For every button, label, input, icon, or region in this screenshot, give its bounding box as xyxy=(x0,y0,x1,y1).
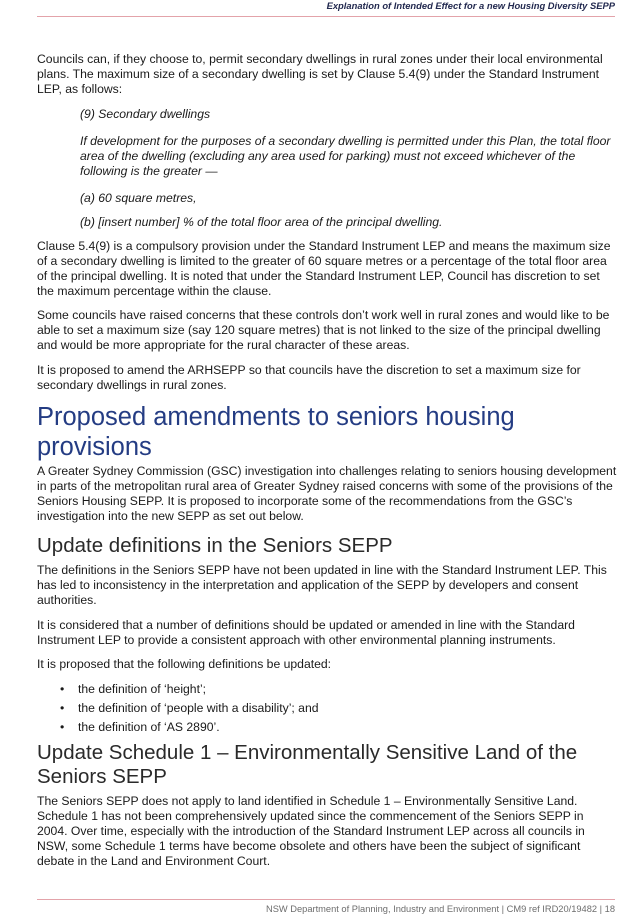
paragraph-definitions-intro: It is proposed that the following definitions be updated: xyxy=(37,657,332,672)
bullet-icon: • xyxy=(60,700,65,715)
paragraph-definitions-outdated: The definitions in the Seniors SEPP have not been updated in line with the Standard Instrument LEP. This has led to inconsistency in the interpretation and application of the SEPP by developers and consent authorities. xyxy=(37,562,607,607)
bullet-icon: • xyxy=(60,719,65,734)
subheading-update-definitions: Update definitions in the Seniors SEPP xyxy=(37,533,393,557)
paragraph-secondary-dwellings: Councils can, if they choose to, permit secondary dwellings in rural zones under their local environmental plans. The maximum size of a secondary dwelling is set by Clause 5.4(9) under the Standard Instrument LEP, as follows: xyxy=(37,52,603,96)
quote-text: If development for the purposes of a secondary dwelling is permitted under this Plan, the total floor area of the dwelling (excluding any area used for parking) must not exceed whichever of the following is the greater — xyxy=(80,133,611,178)
page-footer xyxy=(37,899,615,920)
paragraph-definitions-update: It is considered that a number of definitions should be updated or amended in line with the Standard Instrument LEP to provide a consistent approach with other environmental planning instruments. xyxy=(37,617,575,647)
paragraph-proposal: It is proposed to amend the ARHSEPP so that councils have the discretion to set a maximum size for secondary dwellings in rural zones. xyxy=(37,362,581,392)
quote-item-a: (a) 60 square metres, xyxy=(80,190,197,205)
paragraph-clause-explanation: Clause 5.4(9) is a compulsory provision under the Standard Instrument LEP and means the maximum size of a secondary dwelling is limited to the greater of 60 square metres or a percentage of the total floor area of the principal dwelling. It is noted that under the Standard Instrument LEP, Council has discretion to set the maximum percentage within the clause. xyxy=(37,238,611,298)
list-item xyxy=(37,720,617,735)
subheading-update-schedule-1: Update Schedule 1 – Environmentally Sensitive Land of the Seniors SEPP xyxy=(37,740,578,788)
footer-text: NSW Department of Planning, Industry and Environment | CM9 ref IRD20/19482 | 18 xyxy=(266,904,615,914)
bullet-icon: • xyxy=(60,681,65,696)
page-header xyxy=(37,0,615,17)
list-item xyxy=(37,682,617,697)
paragraph-schedule-1: The Seniors SEPP does not apply to land identified in Schedule 1 – Environmentally Sensitive Land. Schedule 1 has not been comprehensively updated since the commencement of the Seniors SEPP in 2004. Over time, especially with the introduction of the Standard Instrument LEP across all councils in NSW, some Schedule 1 terms have become obsolete and others have been the subject of significant debate in the Land and Environment Court. xyxy=(37,793,585,868)
list-item xyxy=(37,701,617,716)
quote-item-b: (b) [insert number] % of the total floor area of the principal dwelling. xyxy=(80,214,443,229)
header-title: Explanation of Intended Effect for a new Housing Diversity SEPP xyxy=(326,0,615,11)
list-item-text: the definition of ‘people with a disability’; and xyxy=(78,700,319,715)
section-heading-seniors-housing: Proposed amendments to seniors housing provisions xyxy=(37,403,515,462)
paragraph-gsc-investigation: A Greater Sydney Commission (GSC) investigation into challenges relating to seniors housing development in parts of the metropolitan rural area of Greater Sydney raised concerns with some of the provisions of the Seniors Housing SEPP. It is proposed to incorporate some of the recommendations from the GSC’s investigation into the new SEPP as set out below. xyxy=(37,464,617,524)
page-content xyxy=(37,52,617,878)
list-item-text: the definition of ‘height’; xyxy=(78,681,207,696)
definitions-list xyxy=(37,682,617,735)
quote-heading: (9) Secondary dwellings xyxy=(80,106,211,121)
list-item-text: the definition of ‘AS 2890’. xyxy=(78,719,220,734)
paragraph-council-concerns: Some councils have raised concerns that these controls don’t work well in rural zones and would like to be able to set a maximum size (say 120 square metres) that is not linked to the size of the principal dwelling and would be more appropriate for the rural character of these areas. xyxy=(37,308,610,353)
